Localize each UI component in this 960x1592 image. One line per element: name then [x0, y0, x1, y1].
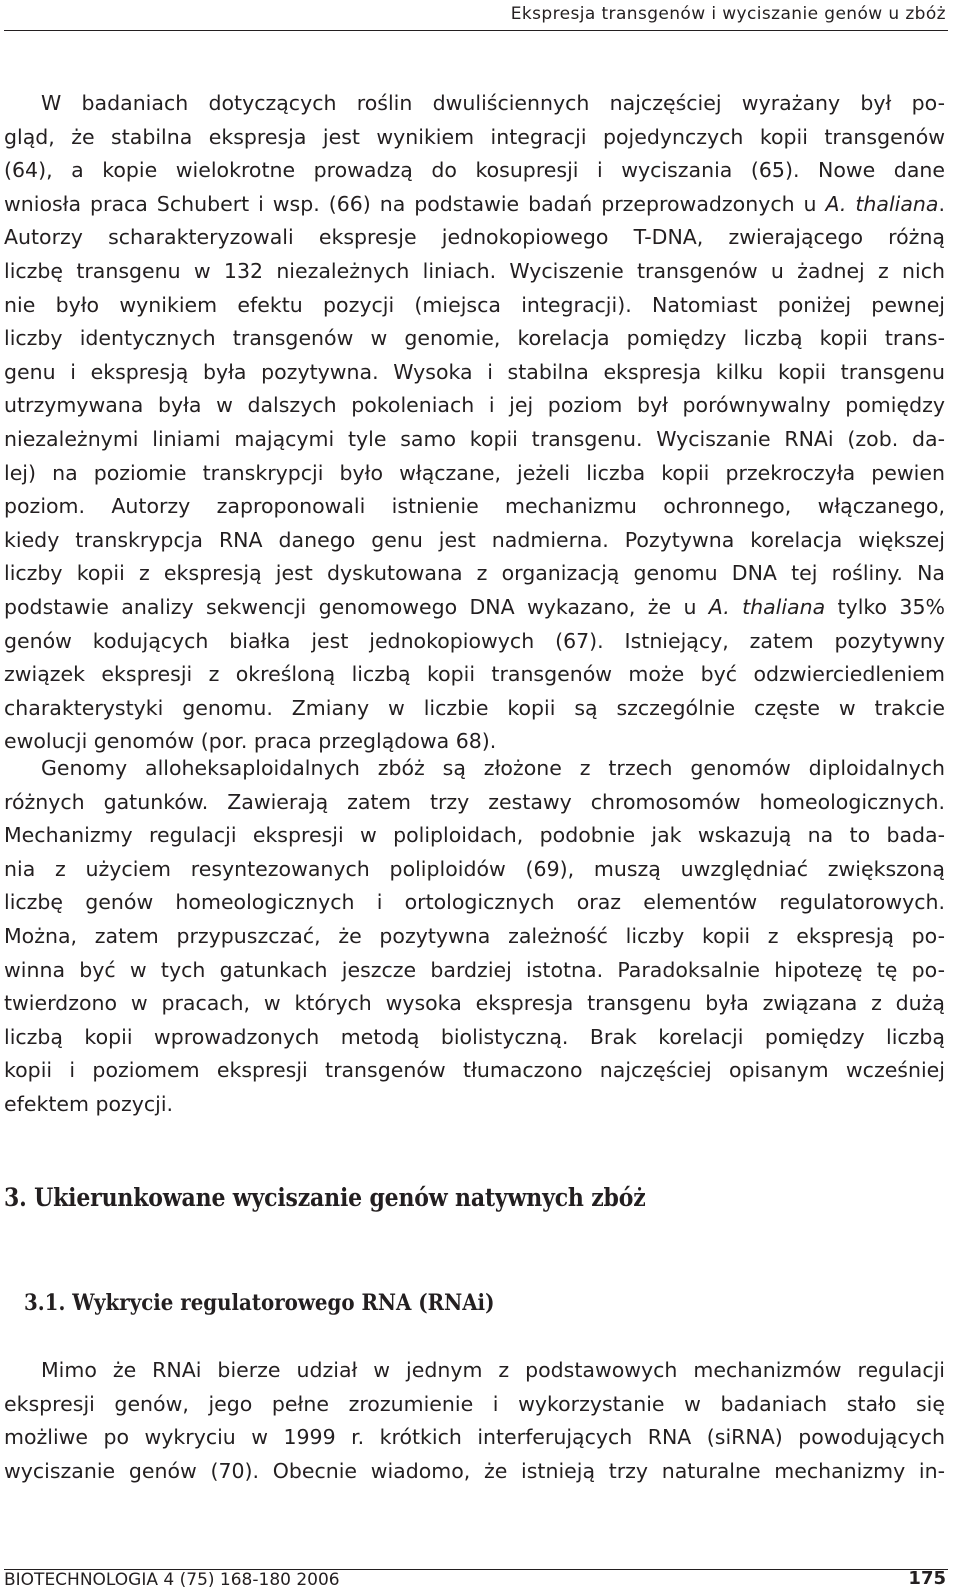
text-line: [4, 591, 945, 625]
header-rule: [4, 30, 948, 31]
journal-citation: BIOTECHNOLOGIA 4 (75) 168-180 2006: [4, 1570, 340, 1590]
text-line: ewolucji genomów (por. praca przeglądowa 68).: [4, 729, 497, 754]
text-line: związek ekspresji z określoną liczbą kopii transgenów może być odzwierciedleniem: [4, 662, 945, 687]
section-heading: 3. Ukierunkowane wyciszanie genów natywnych zbóż: [4, 1183, 646, 1212]
text-line: kiedy transkrypcja RNA danego genu jest nadmierna. Pozytywna korelacja większej: [4, 527, 945, 552]
text-fragment: .: [938, 191, 945, 216]
species-name: A. thaliana: [825, 191, 939, 216]
text-line: [4, 188, 945, 222]
paragraph-2: [4, 752, 945, 1122]
text-line: Genomy alloheksaploidalnych zbóż są złożone z trzech genomów diploidalnych: [41, 756, 945, 780]
text-line: efektem pozycji.: [4, 1091, 174, 1116]
text-line: winna być w tych gatunkach jeszcze bardziej istotna. Paradoksalnie hipotezę tę po-: [4, 957, 945, 982]
text-line: genu i ekspresją była pozytywna. Wysoka i stabilna ekspresja kilku kopii transgenu: [4, 359, 945, 384]
page-number: 175: [908, 1568, 946, 1589]
text-line: liczbą kopii wprowadzonych metodą biolistyczną. Brak korelacji pomiędzy liczbą: [4, 1024, 945, 1049]
species-name: A. thaliana: [708, 594, 826, 619]
text-fragment: wniosła praca Schubert i wsp. (66) na podstawie badań przeprowadzonych u: [4, 191, 826, 216]
text-fragment: tylko 35%: [825, 594, 945, 619]
text-line: twierdzono w pracach, w których wysoka ekspresja transgenu była związana z dużą: [4, 991, 945, 1016]
paragraph-1: [4, 87, 945, 759]
text-line: niezależnymi liniami mającymi tyle samo kopii transgenu. Wyciszanie RNAi (zob. da-: [4, 426, 945, 451]
text-line: Autorzy scharakteryzowali ekspresje jednokopiowego T-DNA, zwierającego różną: [4, 225, 945, 250]
text-line: różnych gatunków. Zawierają zatem trzy zestawy chromosomów homeologicznych.: [4, 789, 945, 814]
text-line: nia z użyciem resyntezowanych poliploidów (69), muszą uwzględniać zwiększoną: [4, 856, 945, 881]
text-line: liczby kopii z ekspresją jest dyskutowana z organizacją genomu DNA tej rośliny. Na: [4, 561, 945, 586]
text-line: genów kodujących białka jest jednokopiowych (67). Istniejący, zatem pozytywny: [4, 628, 945, 653]
text-line: liczbę genów homeologicznych i ortologicznych oraz elementów regulatorowych.: [4, 890, 945, 915]
text-line: Mimo że RNAi bierze udział w jednym z podstawowych mechanizmów regulacji: [41, 1358, 945, 1382]
subsection-heading: 3.1. Wykrycie regulatorowego RNA (RNAi): [24, 1290, 495, 1316]
running-header: Ekspresja transgenów i wyciszanie genów u zbóż: [510, 4, 946, 24]
paragraph-3: [4, 1354, 945, 1488]
text-line: gląd, że stabilna ekspresja jest wynikiem integracji pojedynczych kopii transgenów: [4, 124, 945, 149]
text-line: W badaniach dotyczących roślin dwuliściennych najczęściej wyrażany był po-: [41, 91, 945, 115]
text-line: ekspresji genów, jego pełne zrozumienie i wykorzystanie w badaniach stało się: [4, 1391, 945, 1416]
text-line: liczbę transgenu w 132 niezależnych liniach. Wyciszenie transgenów u żadnej z nich: [4, 258, 945, 283]
text-line: poziom. Autorzy zaproponowali istnienie mechanizmu ochronnego, włączanego,: [4, 494, 945, 519]
text-line: lej) na poziomie transkrypcji było włączane, jeżeli liczba kopii przekroczyła pewien: [4, 460, 945, 485]
text-line: nie było wynikiem efektu pozycji (miejsca integracji). Natomiast poniżej pewnej: [4, 292, 945, 317]
text-line: wyciszanie genów (70). Obecnie wiadomo, że istnieją trzy naturalne mechanizmy in-: [4, 1458, 945, 1483]
text-line: Można, zatem przypuszczać, że pozytywna zależność liczby kopii z ekspresją po-: [4, 923, 945, 948]
text-line: (64), a kopie wielokrotne prowadzą do kosupresji i wyciszania (65). Nowe dane: [4, 158, 945, 183]
text-line: kopii i poziomem ekspresji transgenów tłumaczono najczęściej opisanym wcześniej: [4, 1058, 945, 1083]
text-fragment: podstawie analizy sekwencji genomowego DNA wykazano, że u: [4, 594, 709, 619]
text-line: możliwe po wykryciu w 1999 r. krótkich interferujących RNA (siRNA) powodujących: [4, 1425, 945, 1450]
text-line: Mechanizmy regulacji ekspresji w poliploidach, podobnie jak wskazują na to bada-: [4, 823, 945, 848]
text-line: charakterystyki genomu. Zmiany w liczbie kopii są szczególnie częste w trakcie: [4, 695, 945, 720]
text-line: utrzymywana była w dalszych pokoleniach i jej poziom był porównywalny pomiędzy: [4, 393, 945, 418]
text-line: liczby identycznych transgenów w genomie, korelacja pomiędzy liczbą kopii trans-: [4, 326, 945, 351]
